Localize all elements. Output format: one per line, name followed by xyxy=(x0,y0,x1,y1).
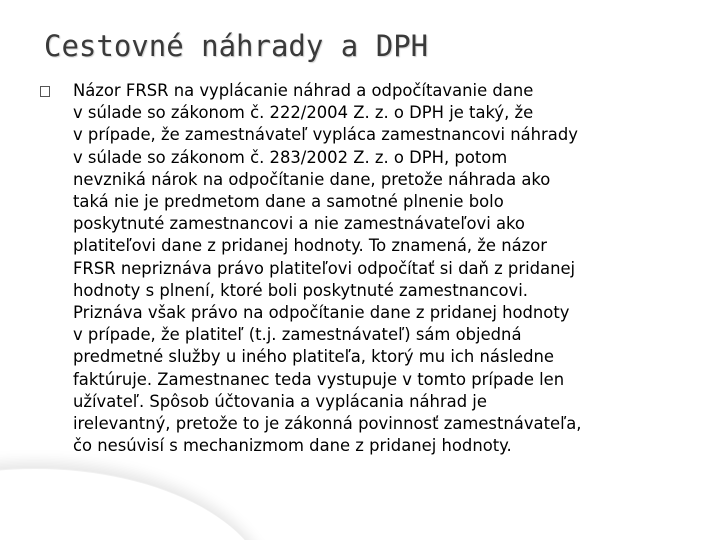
bullet-text xyxy=(73,80,690,457)
bullet-line: taká nie je predmetom dane a samotné plnenie bolo xyxy=(73,192,504,212)
slide-body xyxy=(40,80,690,457)
bullet-line: nevzniká nárok na odpočítanie dane, pretože náhrada ako xyxy=(73,169,551,189)
bullet-line: faktúruje. Zamestnanec teda vystupuje v tomto prípade len xyxy=(73,369,565,389)
bullet-line: Názor FRSR na vyplácanie náhrad a odpočítavanie dane xyxy=(73,81,534,100)
bullet-line: hodnoty s plnení, ktoré boli poskytnuté zamestnancovi. xyxy=(73,280,528,300)
bullet-line: Priznáva však právo na odpočítanie dane z pridanej hodnoty xyxy=(73,303,570,323)
decorative-corner-shadow xyxy=(0,468,270,540)
bullet-item xyxy=(40,80,690,457)
bullet-line: užívateľ. Spôsob účtovania a vyplácania náhrad je xyxy=(73,391,487,411)
square-bullet-icon xyxy=(40,86,50,97)
bullet-line: v prípade, že platiteľ (t.j. zamestnávateľ) sám objedná xyxy=(73,325,522,345)
bullet-line: platiteľovi dane z pridanej hodnoty. To znamená, že názor xyxy=(73,236,548,256)
bullet-line: irelevantný, pretože to je zákonná povinnosť zamestnávateľa, xyxy=(73,414,582,434)
bullet-line: v prípade, že zamestnávateľ vypláca zamestnancovi náhrady xyxy=(73,125,578,145)
bullet-line: FRSR nepriznáva právo platiteľovi odpočítať si daň z pridanej xyxy=(73,258,576,278)
slide-title: Cestovné náhrady a DPH xyxy=(44,29,429,63)
bullet-line: v súlade so zákonom č. 222/2004 Z. z. o DPH je taký, že xyxy=(73,103,534,123)
bullet-line: poskytnuté zamestnancovi a nie zamestnávateľovi ako xyxy=(73,214,525,234)
bullet-line: v súlade so zákonom č. 283/2002 Z. z. o DPH, potom xyxy=(73,147,508,167)
bullet-line: predmetné služby u iného platiteľa, ktorý mu ich následne xyxy=(73,347,554,367)
bullet-line: čo nesúvisí s mechanizmom dane z pridanej hodnoty. xyxy=(73,436,512,456)
